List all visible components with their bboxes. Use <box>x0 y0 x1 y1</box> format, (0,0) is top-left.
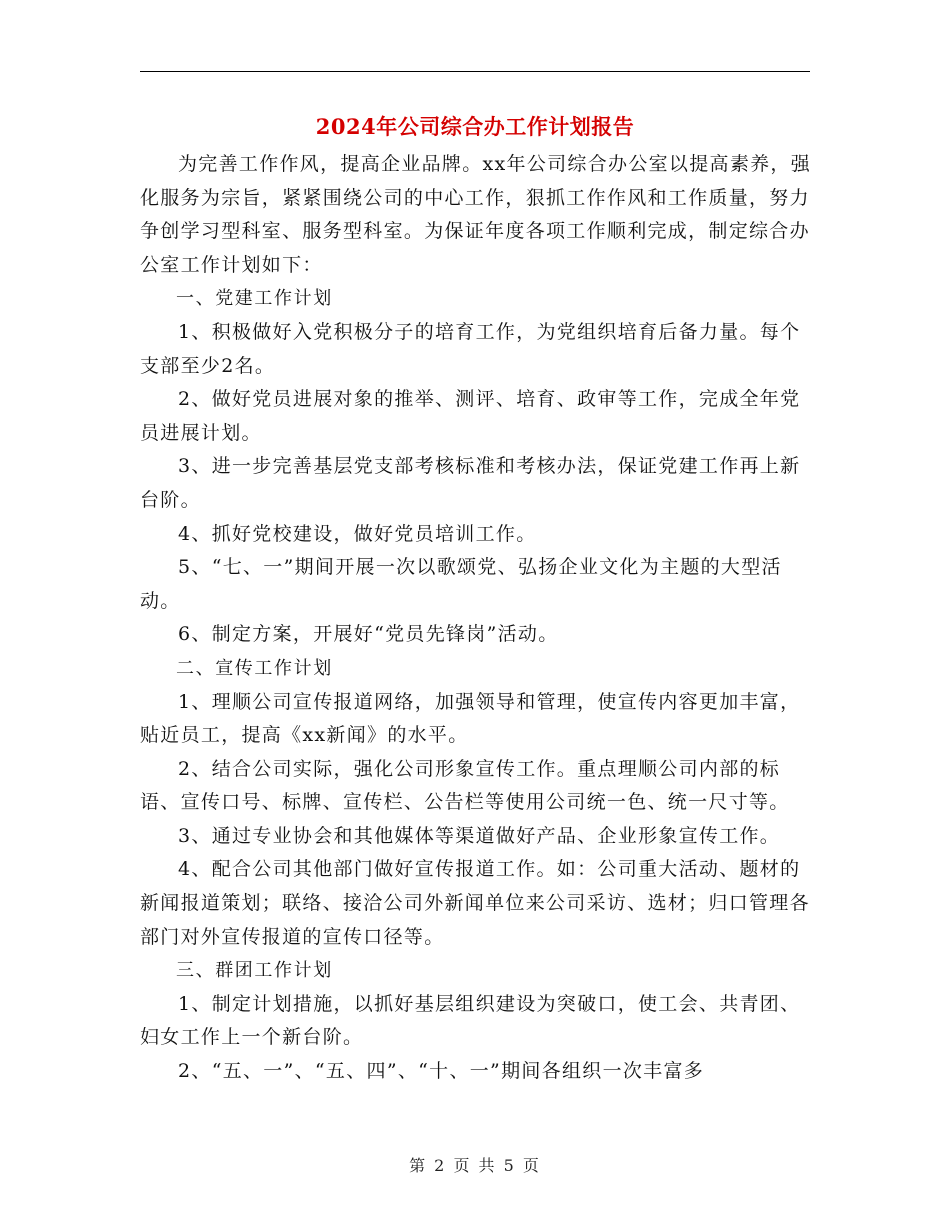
paragraph-party-2: 2、做好党员进展对象的推举、测评、培育、政审等工作，完成全年党员进展计划。 <box>140 388 801 444</box>
section-heading-party: 一、党建工作计划 <box>176 288 333 310</box>
section-heading-mass-orgs: 三、群团工作计划 <box>176 960 333 982</box>
section-heading-publicity: 二、宣传工作计划 <box>176 657 333 679</box>
paragraph-party-1: 1、积极做好入党积极分子的培育工作，为党组织培育后备力量。每个支部至少2名。 <box>140 320 801 377</box>
header-rule <box>140 71 810 72</box>
document-title: 2024年公司综合办工作计划报告 <box>315 114 635 139</box>
paragraph-publicity-3: 3、通过专业协会和其他媒体等渠道做好产品、企业形象宣传工作。 <box>178 824 781 847</box>
document-body <box>140 148 812 1089</box>
paragraph-intro: 为完善工作作风，提高企业品牌。xx年公司综合办公室以提高素养，强化服务为宗旨，紧紧围绕公司的中心工作，狠抓工作作风和工作质量，努力争创学习型科室、服务型科室。为保证年度各项工作顺利完成，制定综合办公室工作计划如下： <box>140 153 812 276</box>
paragraph-party-3: 3、进一步完善基层党支部考核标准和考核办法，保证党建工作再上新台阶。 <box>140 455 801 511</box>
paragraph-party-4: 4、抓好党校建设，做好党员培训工作。 <box>178 522 537 545</box>
paragraph-mass-orgs-1: 1、制定计划措施，以抓好基层组织建设为突破口，使工会、共青团、妇女工作上一个新台阶。 <box>140 992 801 1049</box>
paragraph-publicity-1: 1、理顺公司宣传报道网络，加强领导和管理，使宣传内容更加丰富，贴近员工，提高《xx新闻》的水平。 <box>140 690 801 747</box>
page-number-footer: 第 2 页 共 5 页 <box>409 1156 541 1175</box>
paragraph-party-6: 6、制定方案，开展好“党员先锋岗”活动。 <box>178 623 559 646</box>
paragraph-mass-orgs-2: 2、“五、一”、“五、四”、“十、一”期间各组织一次丰富多 <box>178 1060 705 1083</box>
paragraph-party-5: 5、“七、一”期间开展一次以歌颂党、弘扬企业文化为主题的大型活动。 <box>140 556 782 612</box>
paragraph-publicity-4: 4、配合公司其他部门做好宣传报道工作。如：公司重大活动、题材的新闻报道策划；联络、接洽公司外新闻单位来公司采访、选材；归口管理各部门对外宣传报道的宣传口径等。 <box>140 858 810 948</box>
paragraph-publicity-2: 2、结合公司实际，强化公司形象宣传工作。重点理顺公司内部的标语、宣传口号、标牌、宣传栏、公告栏等使用公司统一色、统一尺寸等。 <box>140 757 790 814</box>
